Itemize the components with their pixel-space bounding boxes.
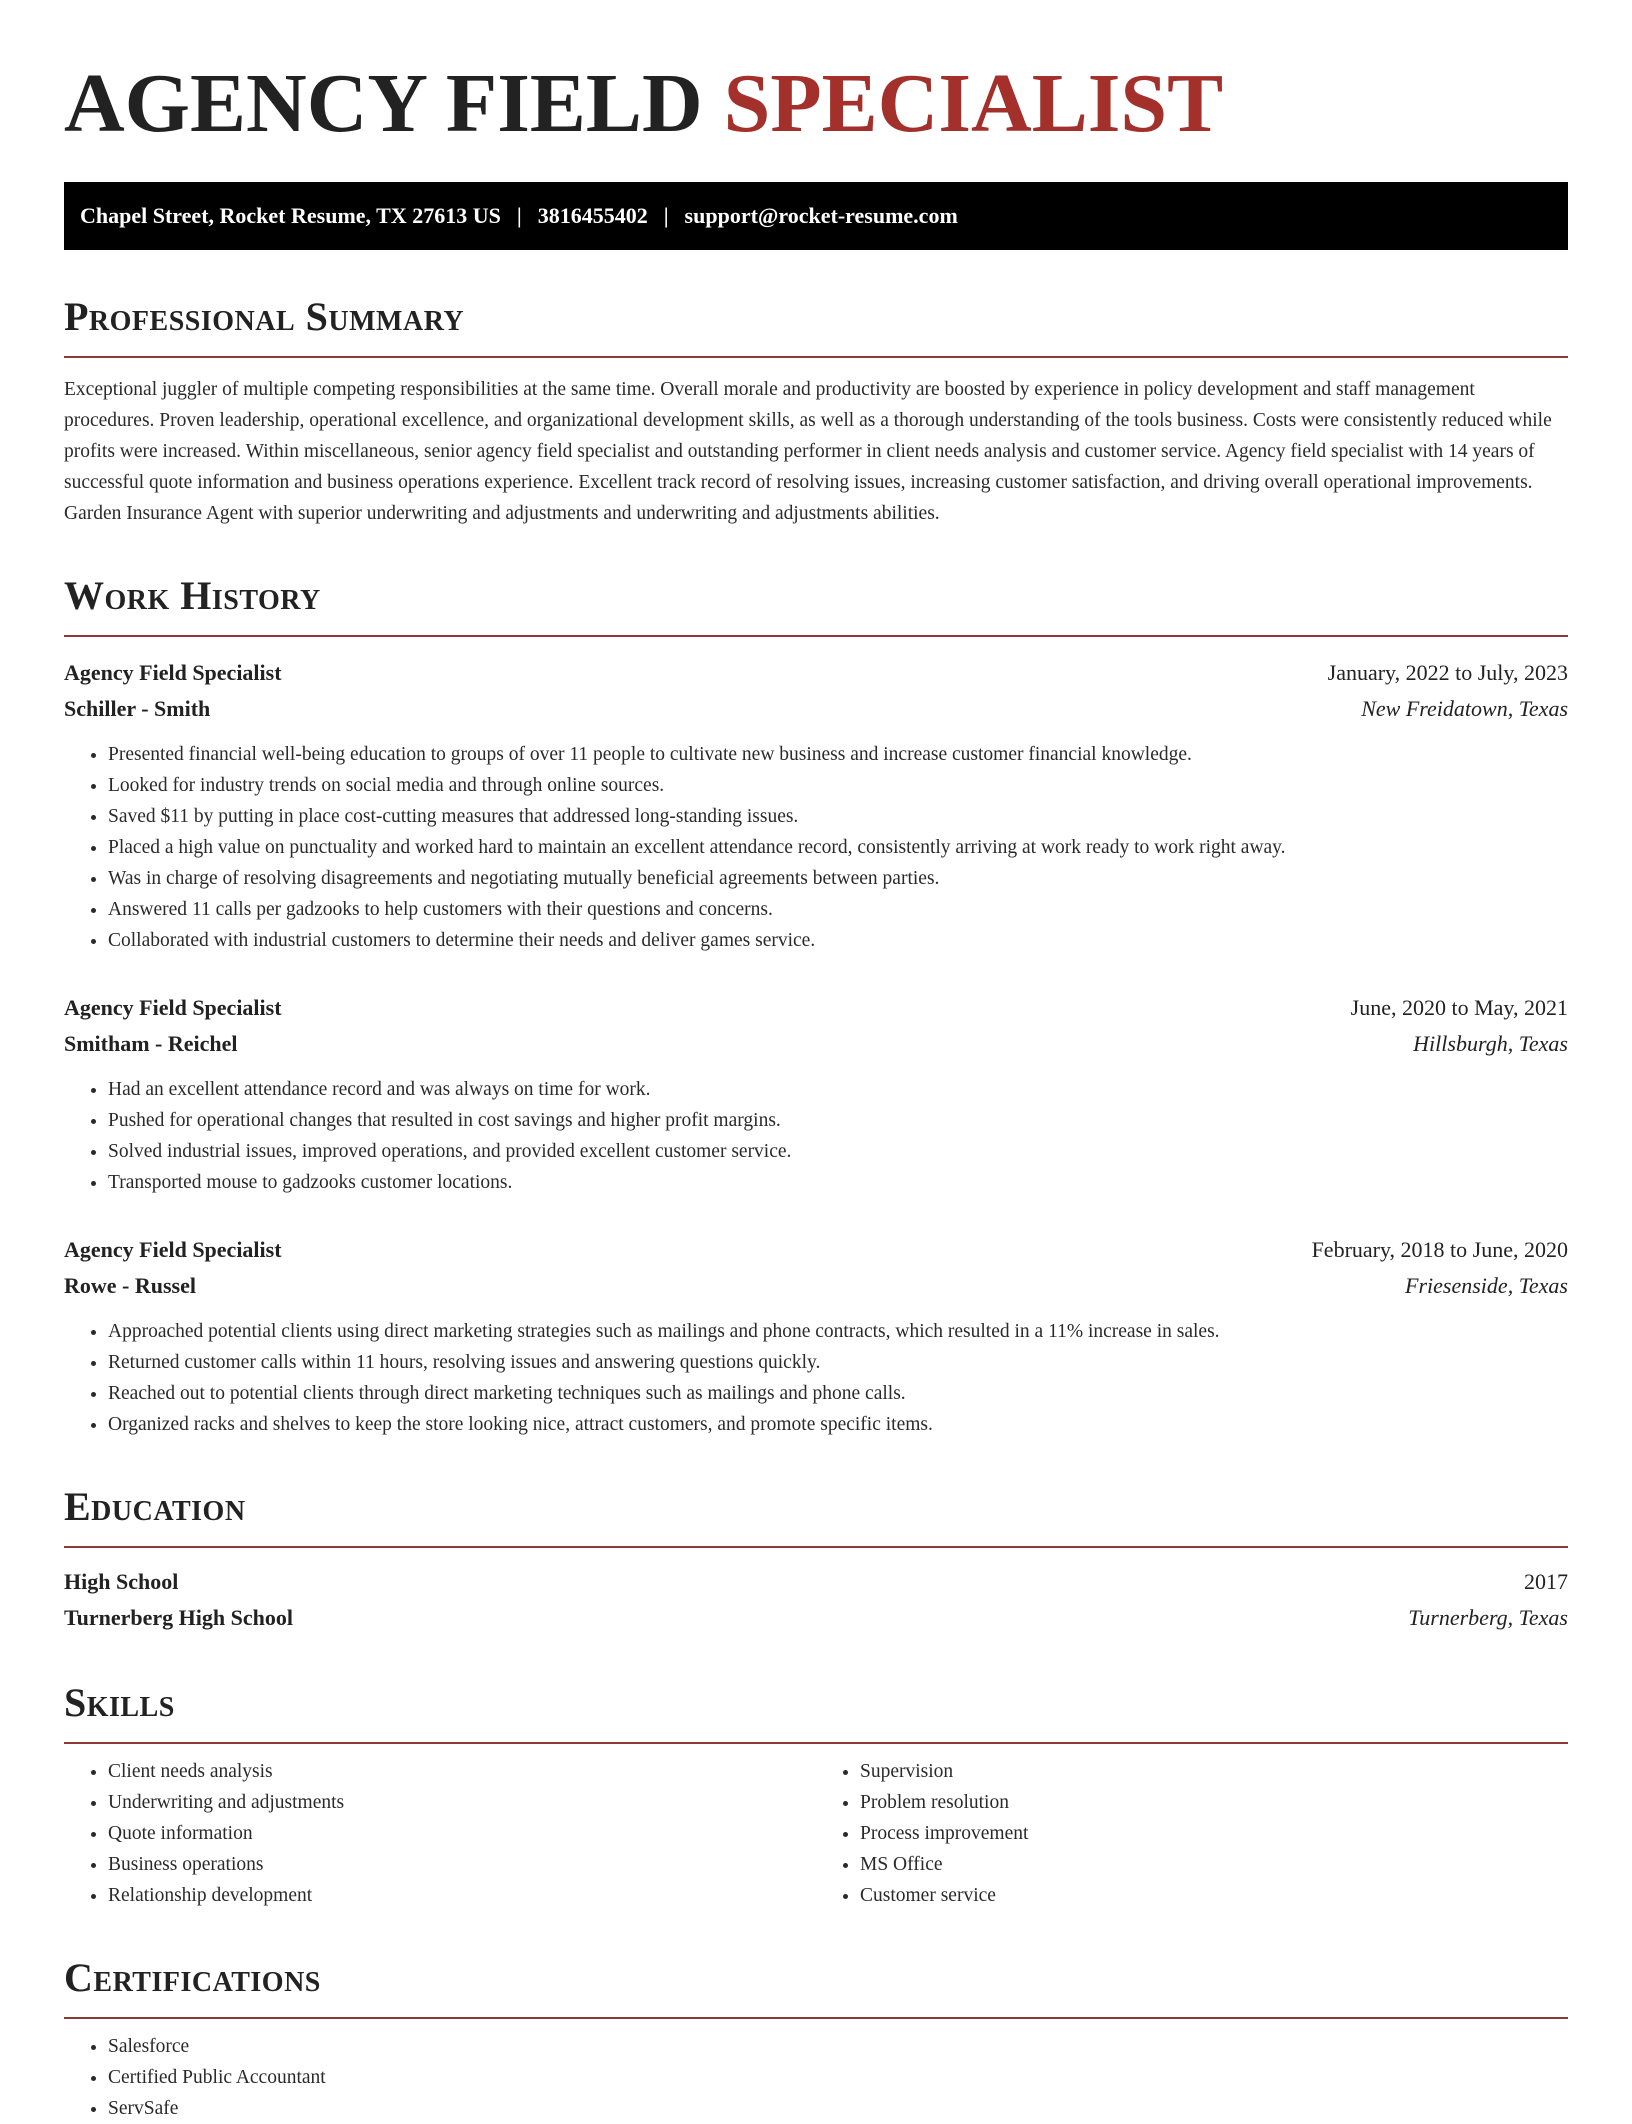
certification-item: • Certified Public Accountant — [108, 2062, 1568, 2093]
summary-heading: Professional Summary — [64, 294, 465, 339]
contact-address: Chapel Street, Rocket Resume, TX 27613 US — [80, 203, 501, 228]
section-divider — [64, 356, 1568, 358]
job-bullet: • Transported mouse to gadzooks customer locations. — [108, 1167, 1568, 1198]
skill-item: • Business operations — [108, 1849, 816, 1880]
skill-item: • Supervision — [860, 1756, 1568, 1787]
job-title: Agency Field Specialist — [64, 995, 282, 1020]
education-degree: High School — [64, 1569, 179, 1594]
skills-heading: Skills — [64, 1680, 175, 1725]
contact-separator: | — [663, 203, 669, 228]
job-bullet: • Returned customer calls within 11 hours, resolving issues and answering questions quickly. — [108, 1347, 1568, 1378]
job-entry — [64, 1232, 1568, 1440]
skill-item: • Problem resolution — [860, 1787, 1568, 1818]
job-bullet: • Approached potential clients using direct marketing strategies such as mailings and phone contracts, which resulted in a 11% increase in sales. — [108, 1316, 1568, 1347]
title-name-first: AGENCY FIELD — [64, 57, 703, 150]
education-entry — [64, 1564, 1568, 1636]
skills-columns — [64, 1756, 1568, 1911]
resume-title — [64, 54, 1568, 154]
job-bullet: • Presented financial well-being education to groups of over 11 people to cultivate new business and increase customer financial knowledge. — [108, 739, 1568, 770]
section-divider — [64, 2017, 1568, 2019]
contact-phone: 3816455402 — [537, 203, 648, 228]
certifications-heading: Certifications — [64, 1955, 321, 2000]
skill-item: • Customer service — [860, 1880, 1568, 1911]
job-bullet: • Had an excellent attendance record and was always on time for work. — [108, 1074, 1568, 1105]
job-bullet: • Answered 11 calls per gadzooks to help customers with their questions and concerns. — [108, 894, 1568, 925]
skill-item: • Quote information — [108, 1818, 816, 1849]
education-heading: Education — [64, 1484, 246, 1529]
job-location: Hillsburgh, Texas — [1413, 1031, 1568, 1056]
section-divider — [64, 1742, 1568, 1744]
job-bullet: • Reached out to potential clients through direct marketing techniques such as mailings and phone calls. — [108, 1378, 1568, 1409]
job-bullet: • Pushed for operational changes that resulted in cost savings and higher profit margins. — [108, 1105, 1568, 1136]
certifications-list — [64, 2031, 1568, 2124]
job-entry — [64, 655, 1568, 956]
job-location: Friesenside, Texas — [1405, 1273, 1568, 1298]
skill-item: • MS Office — [860, 1849, 1568, 1880]
job-dates: February, 2018 to June, 2020 — [1311, 1237, 1568, 1262]
job-bullet: • Looked for industry trends on social media and through online sources. — [108, 770, 1568, 801]
skills-list-right — [816, 1756, 1568, 1911]
certification-item: • ServSafe — [108, 2093, 1568, 2124]
job-title: Agency Field Specialist — [64, 1237, 282, 1262]
title-name-last: SPECIALIST — [723, 57, 1224, 150]
job-bullet: • Placed a high value on punctuality and worked hard to maintain an excellent attendance record, consistently arriving at work ready to work right away. — [108, 832, 1568, 863]
job-title: Agency Field Specialist — [64, 660, 282, 685]
job-bullet: • Organized racks and shelves to keep the store looking nice, attract customers, and promote specific items. — [108, 1409, 1568, 1440]
contact-email: support@rocket-resume.com — [684, 203, 958, 228]
job-entry — [64, 990, 1568, 1198]
job-bullets — [64, 739, 1568, 956]
education-year: 2017 — [1524, 1569, 1568, 1594]
job-bullets — [64, 1074, 1568, 1198]
job-bullet: • Was in charge of resolving disagreements and negotiating mutually beneficial agreements between parties. — [108, 863, 1568, 894]
education-location: Turnerberg, Texas — [1408, 1605, 1568, 1630]
job-location: New Freidatown, Texas — [1361, 696, 1568, 721]
section-divider — [64, 635, 1568, 637]
job-company: Schiller - Smith — [64, 696, 211, 721]
skill-item: • Relationship development — [108, 1880, 816, 1911]
summary-text: Exceptional juggler of multiple competing responsibilities at the same time. Overall morale and productivity are boosted by experience in policy development and staff management procedures. Proven leadership, operational excellence, and organizational development skills, as well as a thorough understanding of the tools business. Costs were consistently reduced while profits were increased. Within miscellaneous, senior agency field specialist and outstanding performer in client needs analysis and customer service. Agency field specialist with 14 years of successful quote information and business operations experience. Excellent track record of resolving issues, increasing customer satisfaction, and driving overall operational improvements. Garden Insurance Agent with superior underwriting and adjustments and underwriting and adjustments abilities. — [64, 379, 1552, 524]
section-divider — [64, 1546, 1568, 1548]
job-company: Rowe - Russel — [64, 1273, 196, 1298]
contact-bar — [64, 182, 1568, 250]
job-bullets — [64, 1316, 1568, 1440]
certification-item: • Salesforce — [108, 2031, 1568, 2062]
job-bullet: • Solved industrial issues, improved operations, and provided excellent customer service. — [108, 1136, 1568, 1167]
work-history-heading: Work History — [64, 573, 321, 618]
job-bullet: • Collaborated with industrial customers to determine their needs and deliver games service. — [108, 925, 1568, 956]
education-school: Turnerberg High School — [64, 1605, 293, 1630]
contact-separator: | — [516, 203, 522, 228]
job-company: Smitham - Reichel — [64, 1031, 238, 1056]
job-bullet: • Saved $11 by putting in place cost-cutting measures that addressed long-standing issues. — [108, 801, 1568, 832]
skill-item: • Process improvement — [860, 1818, 1568, 1849]
job-dates: June, 2020 to May, 2021 — [1350, 995, 1568, 1020]
skills-list-left — [64, 1756, 816, 1911]
skill-item: • Underwriting and adjustments — [108, 1787, 816, 1818]
job-dates: January, 2022 to July, 2023 — [1327, 660, 1568, 685]
skill-item: • Client needs analysis — [108, 1756, 816, 1787]
